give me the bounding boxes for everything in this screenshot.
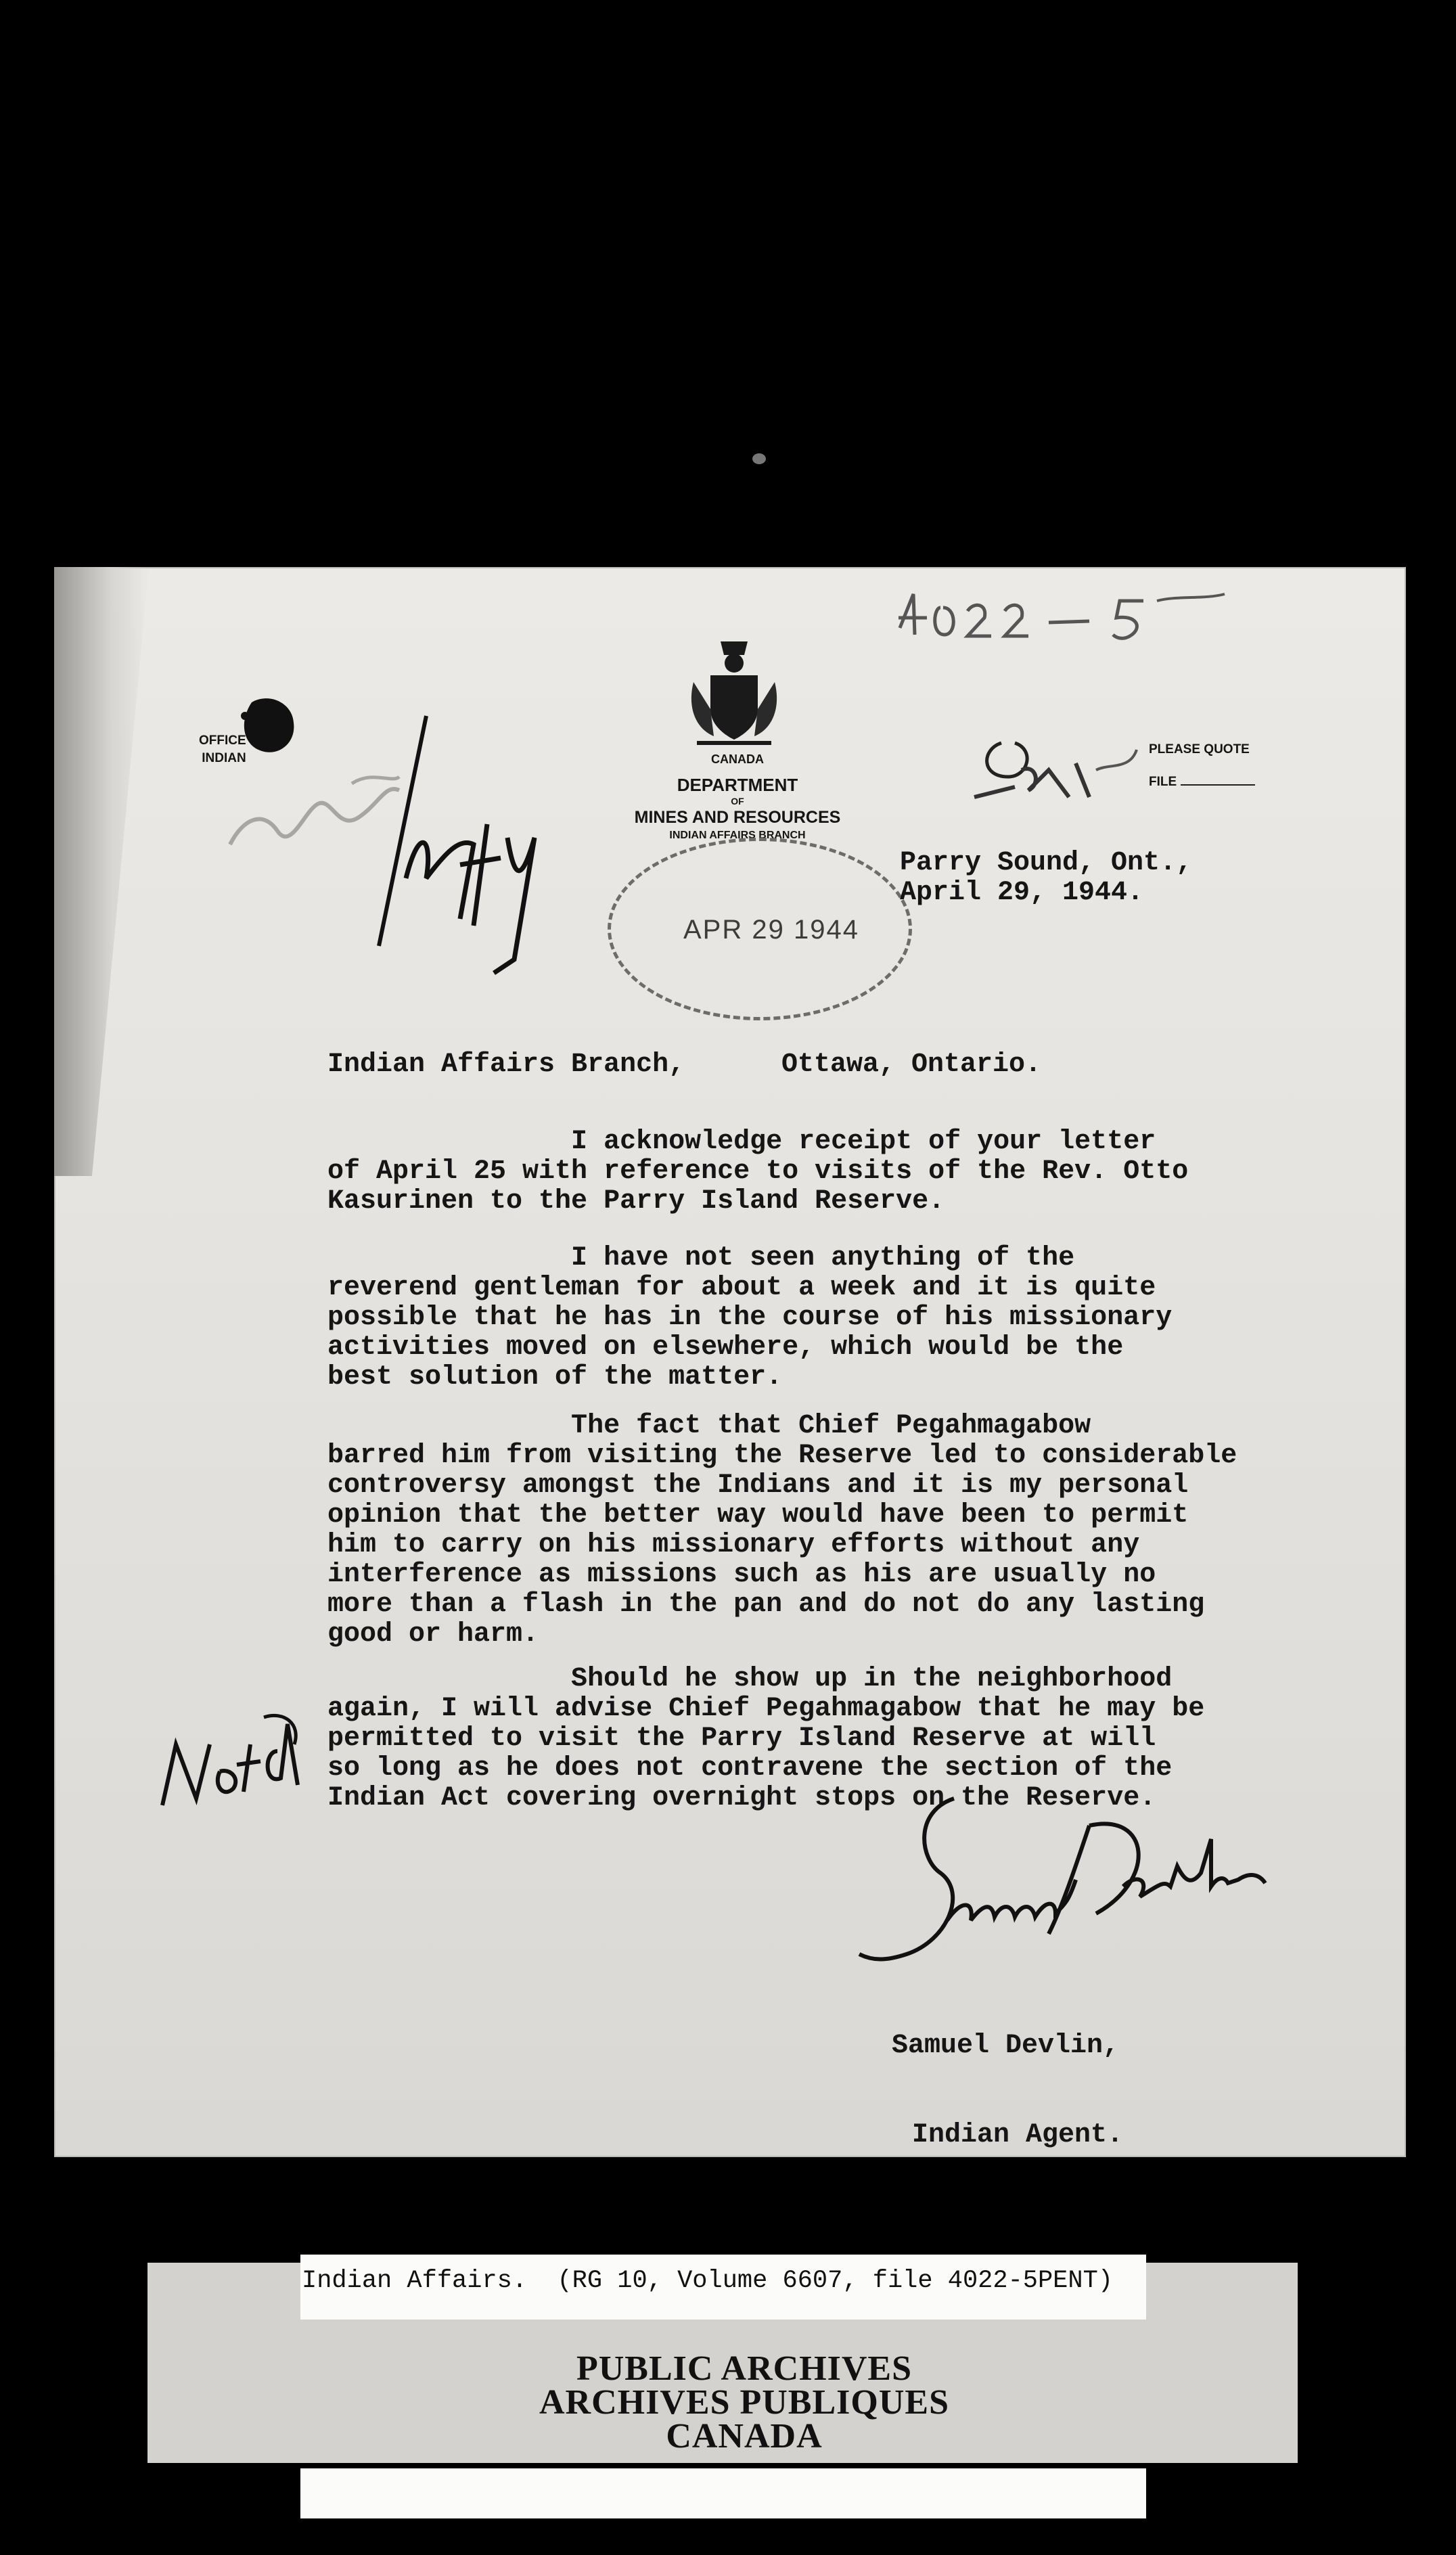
torn-left-edge [54,567,149,1176]
letter-paragraph-3: The fact that Chief Pegahmagabow barred him from visiting the Reserve led to considerable controversy amongst the Indians and it is my personal opinion that the better way would have been to permit him to carry on his missionary efforts without any interference as missions such as his are usually no more than a flash in the pan and do not do any lasting good or harm. [327,1411,1237,1650]
letter-paragraph-4: Should he show up in the neighborhood again, I will advise Chief Pegahmagabow that he may be permitted to visit the Parry Island Reserve at will so long as he does not contravene the section of the Indian Act covering overnight stops on the Reserve. [327,1664,1205,1813]
recipient: Indian Affairs Branch, [327,1049,685,1080]
archive-title-line-1: PUBLIC ARCHIVES [576,2349,913,2388]
signer-block [892,1972,1123,2210]
signer-title: Indian Agent. [912,2120,1124,2150]
noted-annotation [149,1704,311,1826]
letterhead-country: CANADA [711,752,764,766]
stamp-date: APR 29 1944 [683,915,859,945]
archive-reference: Indian Affairs. (RG 10, Volume 6607, file 4022-5PENT) [302,2267,1113,2295]
film-speck [752,453,766,464]
archive-title-line-3: CANADA [666,2417,823,2456]
letter-paragraph-1: I acknowledge receipt of your letter of April 25 with reference to visits of the Rev. Otto Kasurinen to the Parry Island Reserve. [327,1127,1189,1217]
please-quote-label: PLEASE QUOTE [1149,742,1250,756]
file-label: FILE [1149,775,1177,789]
handwritten-annotation-left [203,702,609,987]
letter-paragraph-2: I have not seen anything of the reverend gentleman for about a week and it is quite possible that he has in the course of his missionary activities moved on elsewhere, which would be the best solution of the matter. [327,1243,1173,1393]
recipient-city: Ottawa, Ontario. [781,1049,1042,1080]
letterhead-department: DEPARTMENT [677,775,798,795]
letter-sheet [54,567,1406,2157]
letterhead-of: OF [731,796,744,807]
archive-title-line-2: ARCHIVES PUBLIQUES [539,2383,950,2422]
coat-of-arms-icon [683,635,785,750]
letterhead-ministry: MINES AND RESOURCES [634,808,841,827]
please-quote-block [1149,733,1255,798]
handwritten-initials [961,723,1164,817]
letter-place: Parry Sound, Ont., [900,848,1193,878]
handwritten-file-number [886,581,1265,655]
archive-title [474,2349,1015,2456]
letterhead-branch: INDIAN AFFAIRS BRANCH [669,830,806,841]
letterhead [582,748,893,844]
office-label: OFFICE INDIAN [199,733,246,765]
signature [832,1785,1319,1988]
letter-date: April 29, 1944. [900,878,1144,908]
place-and-date [900,849,1192,908]
signer-name: Samuel Devlin, [892,2031,1120,2061]
archive-label-bottom-strip [300,2468,1146,2518]
file-field [1149,766,1255,798]
